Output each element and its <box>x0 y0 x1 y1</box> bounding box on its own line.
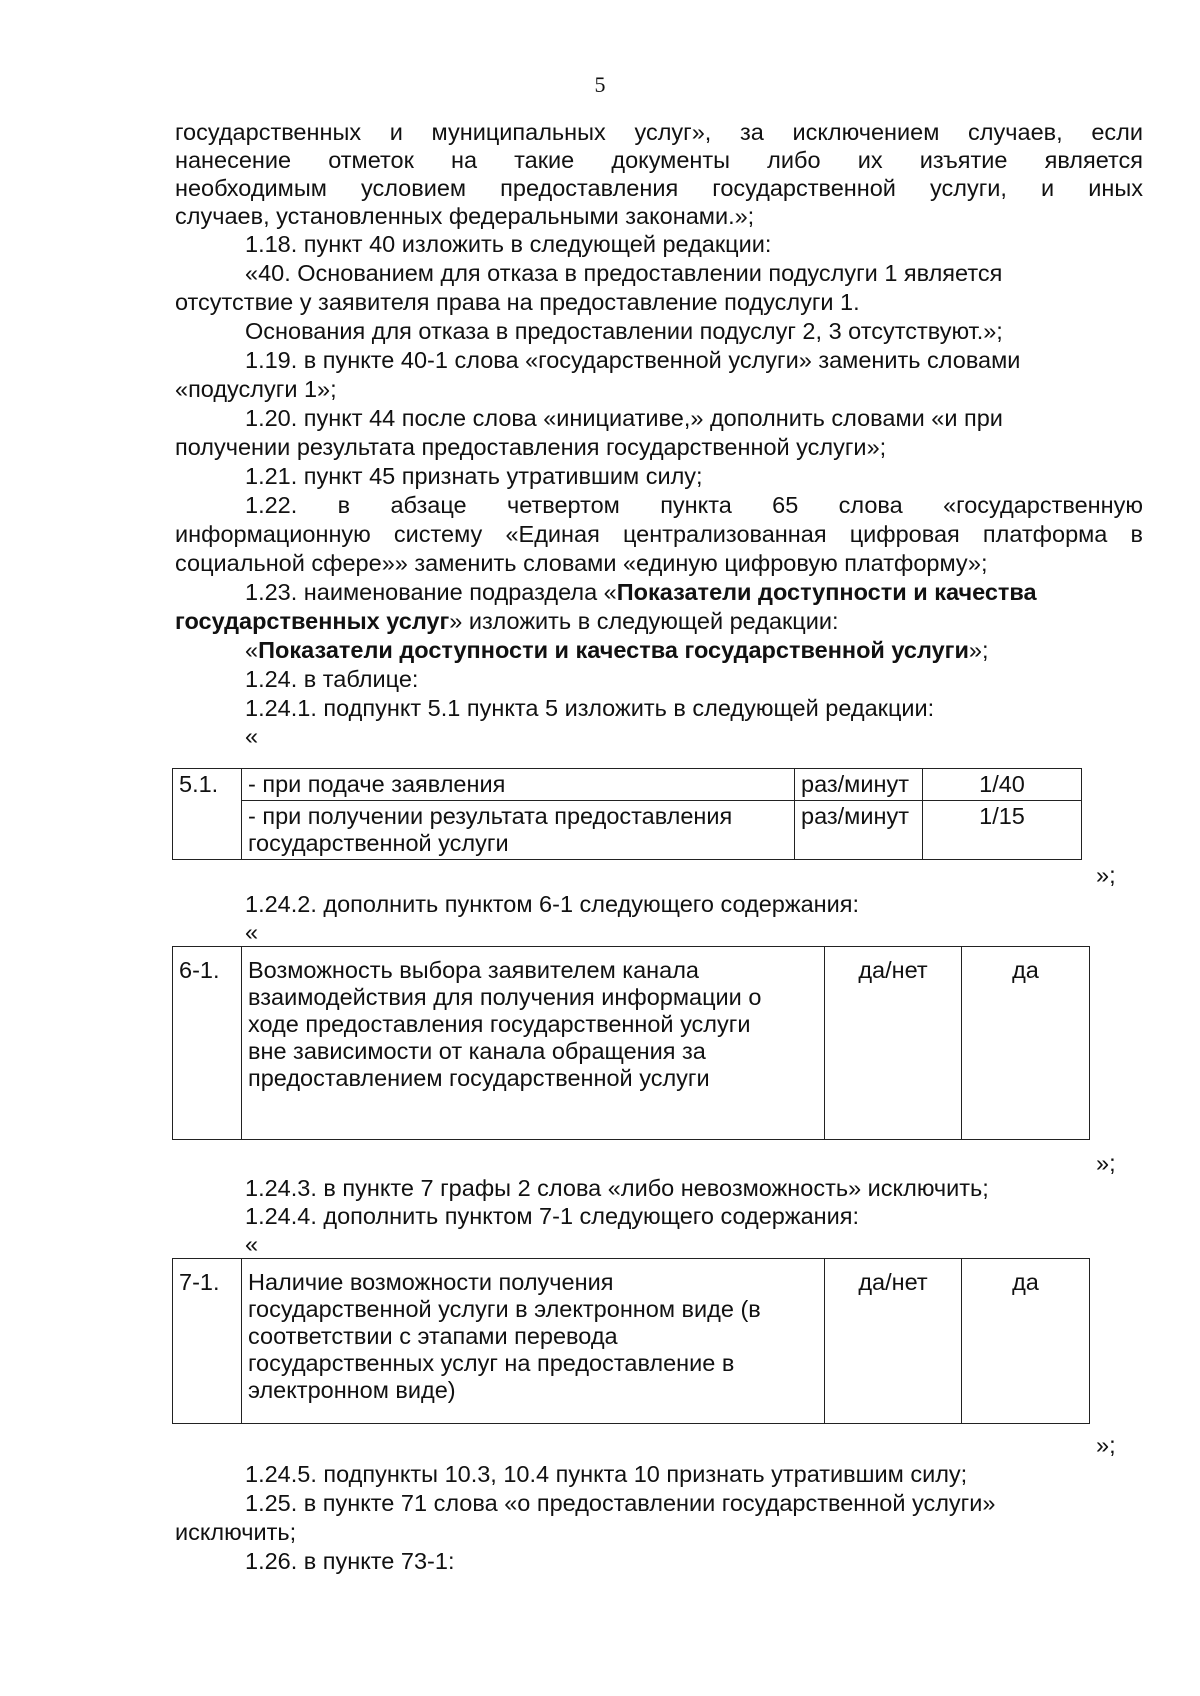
bold-heading: государственных услуг <box>175 608 450 634</box>
text-line <box>175 607 1143 635</box>
table-cell-value: 1/40 <box>923 769 1082 801</box>
close-quote: »; <box>1096 1432 1116 1458</box>
text-line: 1.24. в таблице: <box>245 666 419 692</box>
table-row <box>173 1259 1090 1424</box>
bold-heading: Показатели доступности и качества государственной услуги <box>258 637 969 663</box>
text-line: 1.20. пункт 44 после слова «инициативе,» дополнить словами «и при <box>245 405 1003 431</box>
table-cell-text: - при подаче заявления <box>242 769 795 801</box>
text-line: 1.22. в абзаце четвертом пункта 65 слова «государственную <box>245 492 1143 518</box>
text-line: государственных и муниципальных услуг», за исключением случаев, если <box>175 119 1143 145</box>
text-line: 1.24.3. в пункте 7 графы 2 слова «либо невозможность» исключить; <box>245 1175 989 1201</box>
table-cell-value: да <box>962 947 1090 1140</box>
text-line: необходимым условием предоставления государственной услуги, и иных <box>175 175 1143 201</box>
text-line: случаев, установленных федеральными законами.»; <box>175 203 755 229</box>
table-cell-text: Возможность выбора заявителем канала взаимодействия для получения информации о ходе предоставления государственной услуги вне зависимости от канала обращения за предоставлением государственной услуги <box>242 947 825 1140</box>
text-line: 1.24.4. дополнить пунктом 7-1 следующего содержания: <box>245 1203 860 1229</box>
text-span: »; <box>968 637 989 663</box>
text-line: социальной сфере»» заменить словами «единую цифровую платформу»; <box>175 550 988 576</box>
table-cell-value: 1/15 <box>923 801 1082 860</box>
table-5-1 <box>172 768 1082 860</box>
page-number: 5 <box>594 72 606 97</box>
text-line: исключить; <box>175 1519 297 1545</box>
text-line <box>245 636 1143 664</box>
table-cell-num: 5.1. <box>173 769 242 860</box>
table-cell-num: 6-1. <box>173 947 242 1140</box>
text-line: 1.21. пункт 45 признать утратившим силу; <box>245 463 703 489</box>
text-line <box>245 578 1143 606</box>
table-7-1 <box>172 1258 1090 1424</box>
table-cell-unit: да/нет <box>825 947 962 1140</box>
text-span: 1.23. наименование подраздела « <box>245 579 617 605</box>
table-cell-unit: да/нет <box>825 1259 962 1424</box>
open-quote: « <box>245 919 259 945</box>
table-6-1 <box>172 946 1090 1140</box>
close-quote: »; <box>1096 1150 1116 1176</box>
table-cell-text: - при получении результата предоставления государственной услуги <box>242 801 795 860</box>
table-cell-num: 7-1. <box>173 1259 242 1424</box>
table-cell-unit: раз/минут <box>795 801 923 860</box>
text-line: 1.18. пункт 40 изложить в следующей редакции: <box>245 231 772 257</box>
text-line: информационную систему «Единая централизованная цифровая платформа в <box>175 521 1143 547</box>
text-line: «подуслуги 1»; <box>175 376 337 402</box>
text-line: получении результата предоставления государственной услуги»; <box>175 434 887 460</box>
text-line: 1.24.1. подпункт 5.1 пункта 5 изложить в следующей редакции: <box>245 695 935 721</box>
text-line: 1.19. в пункте 40-1 слова «государственной услуги» заменить словами <box>245 347 1021 373</box>
text-line: «40. Основанием для отказа в предоставлении подуслуги 1 является <box>245 260 1003 286</box>
text-line: отсутствие у заявителя права на предоставление подуслуги 1. <box>175 289 860 315</box>
text-line: нанесение отметок на такие документы либо их изъятие является <box>175 147 1143 173</box>
open-quote: « <box>245 1231 259 1257</box>
table-cell-unit: раз/минут <box>795 769 923 801</box>
table-row <box>173 769 1082 801</box>
text-span: « <box>245 637 259 663</box>
table-row <box>173 801 1082 860</box>
text-span: » изложить в следующей редакции: <box>449 608 839 634</box>
text-line: 1.24.2. дополнить пунктом 6-1 следующего содержания: <box>245 891 860 917</box>
text-line: 1.26. в пункте 73-1: <box>245 1548 455 1574</box>
text-line: Основания для отказа в предоставлении подуслуг 2, 3 отсутствуют.»; <box>245 318 1003 344</box>
text-line: 1.24.5. подпункты 10.3, 10.4 пункта 10 признать утратившим силу; <box>245 1461 968 1487</box>
open-quote: « <box>245 723 259 749</box>
table-cell-value: да <box>962 1259 1090 1424</box>
text-line: 1.25. в пункте 71 слова «о предоставлении государственной услуги» <box>245 1490 996 1516</box>
table-row <box>173 947 1090 1140</box>
close-quote: »; <box>1096 862 1116 888</box>
table-cell-text: Наличие возможности получения государственной услуги в электронном виде (в соответствии с этапами перевода государственных услуг на предоставление в электронном виде) <box>242 1259 825 1424</box>
bold-heading: Показатели доступности и качества <box>616 579 1037 605</box>
